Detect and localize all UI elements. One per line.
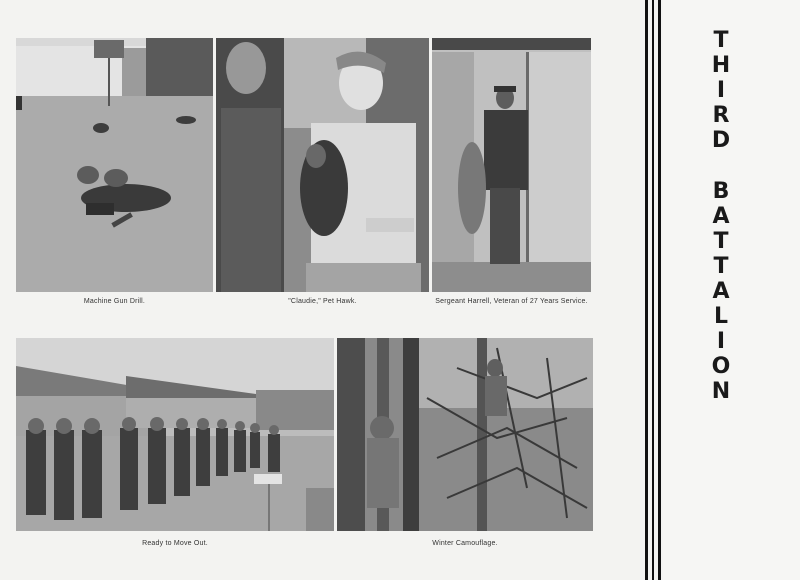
title-letter: L <box>713 304 728 329</box>
caption-machine-gun-drill: Machine Gun Drill. <box>83 298 146 305</box>
caption-ready-to-move-out: Ready to Move Out. <box>142 540 208 547</box>
photo-sergeant-harrell <box>432 38 591 292</box>
caption-pet-hawk: "Claudie," Pet Hawk. <box>288 298 357 305</box>
title-letter: H <box>711 53 731 78</box>
title-letter: R <box>712 103 730 128</box>
caption-sergeant-harrell: Sergeant Harrell, Veteran of 27 Years Service. <box>435 298 588 305</box>
title-letter: T <box>713 229 729 254</box>
photo-winter-camouflage <box>337 338 593 531</box>
photo-pet-hawk <box>216 38 429 292</box>
title-letter: T <box>713 28 729 53</box>
page-divider-rule-thin <box>652 0 654 580</box>
page-divider-rule <box>645 0 648 580</box>
title-letter: D <box>711 128 731 153</box>
title-word-battalion <box>712 181 731 406</box>
title-letter: B <box>712 179 730 204</box>
title-letter: I <box>716 78 726 103</box>
photo-machine-gun-drill <box>16 38 213 292</box>
title-letter: I <box>716 329 726 354</box>
title-letter: O <box>711 354 731 379</box>
page-divider-rule-outer <box>658 0 661 580</box>
title-letter: A <box>712 204 730 229</box>
photo-ready-to-move-out <box>16 338 334 531</box>
title-letter: N <box>711 379 731 404</box>
section-title-third-battalion <box>706 30 736 406</box>
caption-winter-camouflage: Winter Camouflage. <box>432 540 498 547</box>
title-letter: T <box>713 254 729 279</box>
title-letter: A <box>712 279 730 304</box>
title-word-third <box>712 30 730 155</box>
